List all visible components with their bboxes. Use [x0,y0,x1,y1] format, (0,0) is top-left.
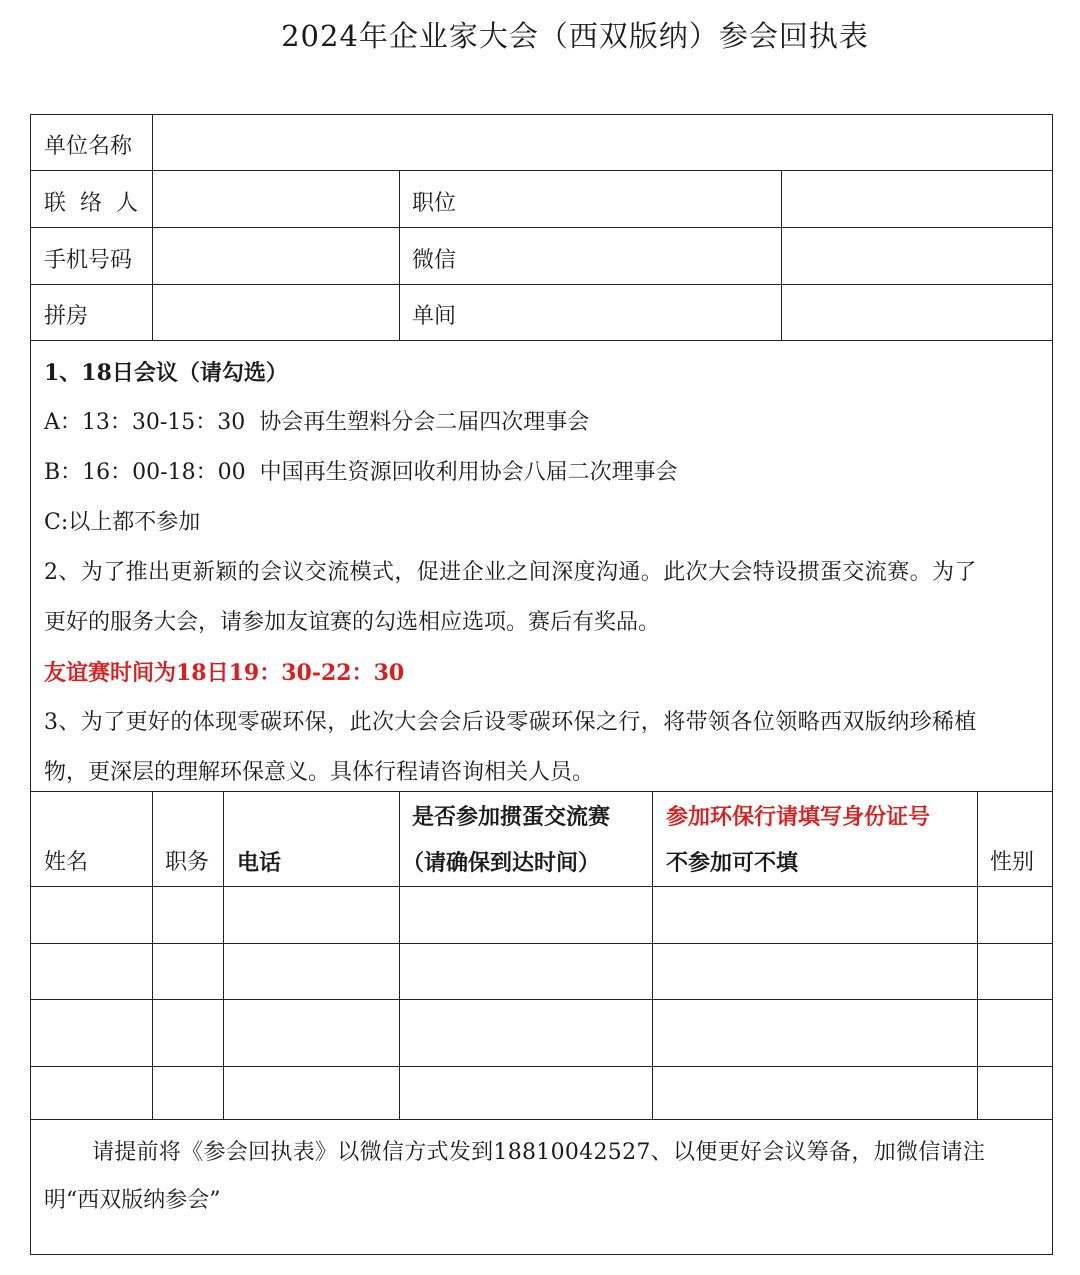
footer-note-line2: 明“西双版纳参会” [44,1188,221,1213]
attendee-row[interactable] [32,1001,1051,1065]
col-header-duty: 职务 [165,850,210,875]
item2-text-line1: 2、为了推出更新颖的会议交流模式，促进企业之间深度沟通。此次大会特设掼蛋交流赛。为了 [44,560,977,585]
attendee-row[interactable] [32,945,1051,998]
page-title: 2024年企业家大会（西双版纳）参会回执表 [281,19,869,53]
attendee-row[interactable] [32,1068,1051,1118]
meeting-option-a[interactable]: A：13：30-15：30 协会再生塑料分会二届四次理事会 [44,410,590,435]
position-field[interactable] [783,172,1051,226]
col-header-match-line1: 是否参加掼蛋交流赛 [412,804,611,830]
company-name-field[interactable] [154,116,1051,169]
col-header-name: 姓名 [44,850,89,875]
contact-person-label: 联络人 [44,191,153,216]
single-room-field[interactable] [783,286,1051,339]
col-header-id-line1: 参加环保行请填写身份证号 [666,804,931,830]
footer-note-line1: 请提前将《参会回执表》以微信方式发到18810042527、以便更好会议筹备，加微信请注 [92,1140,986,1165]
item3-text-line2: 物，更深层的理解环保意义。具体行程请咨询相关人员。 [44,760,595,785]
col-divider [152,114,153,340]
company-name-label: 单位名称 [44,134,133,159]
single-room-label: 单间 [412,304,457,329]
shared-room-field[interactable] [154,286,398,339]
col-divider [781,170,782,340]
wechat-label: 微信 [412,248,457,273]
wechat-field[interactable] [783,229,1051,283]
match-time-notice: 友谊赛时间为18日19：30-22：30 [44,660,405,686]
row-divider [30,999,1053,1000]
col-header-gender: 性别 [990,850,1035,875]
meeting-heading: 1、18日会议（请勾选） [44,360,288,386]
phone-label: 手机号码 [44,248,133,273]
phone-field[interactable] [154,229,398,283]
row-divider [30,284,1053,285]
row-divider [30,1119,1053,1120]
row-divider [30,1066,1053,1067]
shared-room-label: 拼房 [44,304,89,329]
row-divider [30,340,1053,341]
attendee-row[interactable] [32,888,1051,942]
contact-person-field[interactable] [154,172,398,226]
meeting-option-c[interactable]: C:以上都不参加 [44,510,201,535]
col-divider [399,170,400,340]
row-divider [30,170,1053,171]
col-header-id-line2: 不参加可不填 [666,850,799,876]
item3-text-line1: 3、为了更好的体现零碳环保，此次大会会后设零碳环保之行，将带领各位领略西双版纳珍稀植 [44,710,977,735]
row-divider [30,886,1053,887]
col-header-phone: 电话 [237,850,282,876]
row-divider [30,791,1053,792]
item2-text-line2: 更好的服务大会，请参加友谊赛的勾选相应选项。赛后有奖品。 [44,610,661,635]
row-divider [30,227,1053,228]
row-divider [30,943,1053,944]
col-header-match-line2: （请确保到达时间） [402,850,601,876]
position-label: 职位 [412,191,457,216]
meeting-option-b[interactable]: B：16：00-18：00 中国再生资源回收利用协会八届二次理事会 [44,460,678,485]
